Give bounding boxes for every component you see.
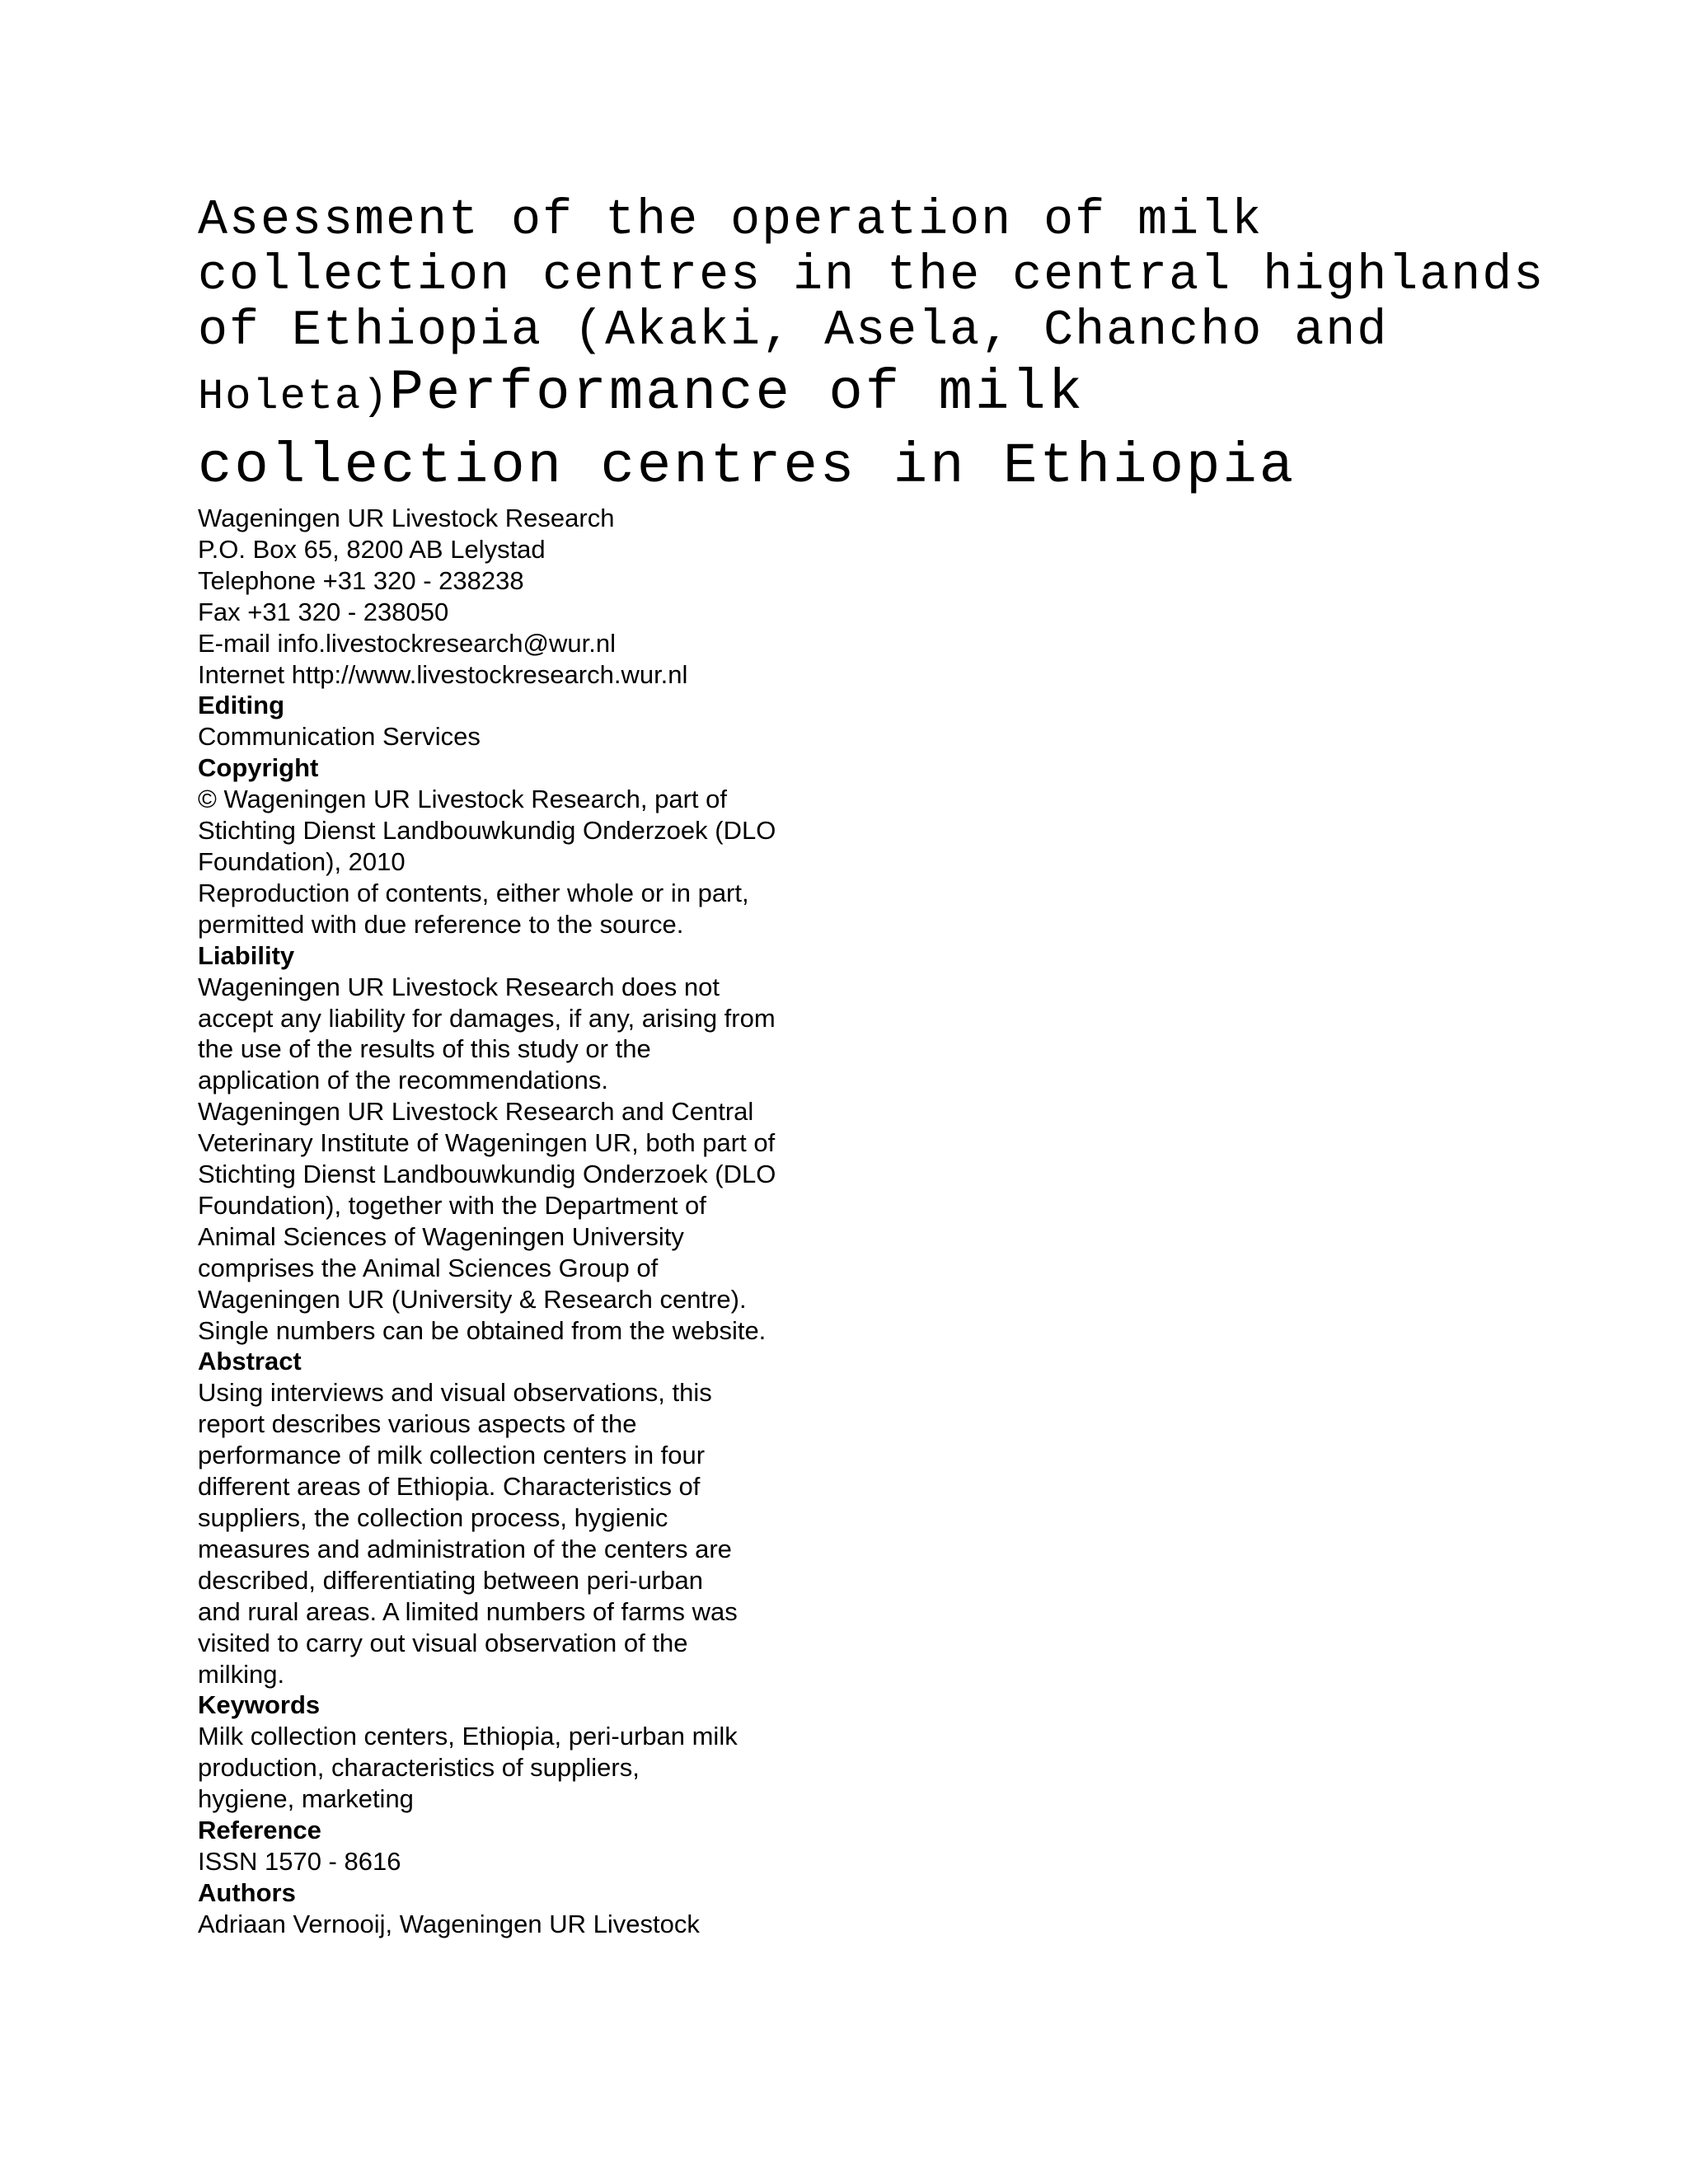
copyright-line: Stichting Dienst Landbouwkundig Onderzoek (DLO	[198, 816, 776, 846]
keywords-line: hygiene, marketing	[198, 1784, 414, 1814]
document-page	[198, 194, 1599, 1940]
abstract-line: milking.	[198, 1659, 285, 1689]
reference-heading: Reference	[198, 1816, 321, 1845]
reference-issn: ISSN 1570 - 8616	[198, 1846, 401, 1876]
copyright-line: Foundation), 2010	[198, 846, 406, 876]
document-title	[198, 194, 1599, 498]
liability-line: comprises the Animal Sciences Group of	[198, 1253, 659, 1282]
copyright-line: Reproduction of contents, either whole or in part,	[198, 878, 749, 907]
liability-line: Wageningen UR Livestock Research and Central	[198, 1097, 754, 1127]
abstract-heading: Abstract	[198, 1347, 302, 1376]
keywords-line: production, characteristics of suppliers,	[198, 1753, 640, 1783]
subtitle-line-2: collection centres in Ethiopia	[198, 434, 1296, 499]
editing-text: Communication Services	[198, 722, 481, 752]
abstract-line: performance of milk collection centers in four	[198, 1441, 706, 1470]
org-name: Wageningen UR Livestock Research	[198, 504, 615, 532]
editing-heading: Editing	[198, 691, 285, 720]
liability-line: accept any liability for damages, if any, arising from	[198, 1003, 776, 1033]
title-line-1: Asessment of the operation of milk	[198, 193, 1264, 249]
authors-heading: Authors	[198, 1877, 296, 1907]
telephone: Telephone +31 320 - 238238	[198, 565, 524, 595]
subtitle-start: Performance of milk	[389, 361, 1085, 425]
copyright-heading: Copyright	[198, 753, 319, 783]
abstract-line: Using interviews and visual observations, this	[198, 1378, 712, 1408]
copyright-line: © Wageningen UR Livestock Research, part of	[198, 785, 727, 814]
abstract-line: report describes various aspects of the	[198, 1409, 637, 1439]
liability-line: Wageningen UR Livestock Research does not	[198, 972, 720, 1001]
keywords-line: Milk collection centers, Ethiopia, peri-urban milk	[198, 1722, 738, 1751]
abstract-line: different areas of Ethiopia. Characteristics of	[198, 1472, 701, 1502]
postal-address: P.O. Box 65, 8200 AB Lelystad	[198, 534, 546, 564]
liability-line: Single numbers can be obtained from the website.	[198, 1315, 767, 1345]
liability-line: Wageningen UR (University & Research centre).	[198, 1284, 747, 1314]
liability-line: Foundation), together with the Department of	[198, 1190, 706, 1220]
abstract-line: measures and administration of the centers are	[198, 1534, 732, 1563]
title-line-3: of Ethiopia (Akaki, Asela, Chancho and	[198, 303, 1389, 359]
abstract-line: described, differentiating between peri-urban	[198, 1565, 703, 1595]
authors-text: Adriaan Vernooij, Wageningen UR Livestock	[198, 1909, 700, 1938]
liability-line: Veterinary Institute of Wageningen UR, both part of	[198, 1128, 776, 1158]
liability-line: the use of the results of this study or the	[198, 1034, 651, 1064]
abstract-line: and rural areas. A limited numbers of farms was	[198, 1596, 738, 1626]
liability-heading: Liability	[198, 940, 295, 970]
title-line-4	[198, 359, 1599, 435]
fax: Fax +31 320 - 238050	[198, 597, 449, 626]
liability-line: Animal Sciences of Wageningen University	[198, 1221, 684, 1251]
title-line-4-small: Holeta)	[198, 373, 390, 421]
liability-line: Stichting Dienst Landbouwkundig Onderzoek (DLO	[198, 1160, 776, 1189]
abstract-line: suppliers, the collection process, hygienic	[198, 1503, 668, 1532]
liability-line: application of the recommendations.	[198, 1066, 609, 1095]
colophon	[198, 503, 1022, 1940]
copyright-line: permitted with due reference to the source.	[198, 909, 684, 939]
title-line-2: collection centres in the central highlands	[198, 248, 1545, 304]
abstract-line: visited to carry out visual observation of the	[198, 1628, 688, 1657]
email: E-mail info.livestockresearch@wur.nl	[198, 628, 616, 658]
keywords-heading: Keywords	[198, 1690, 321, 1720]
internet: Internet http://www.livestockresearch.wur.nl	[198, 659, 688, 689]
